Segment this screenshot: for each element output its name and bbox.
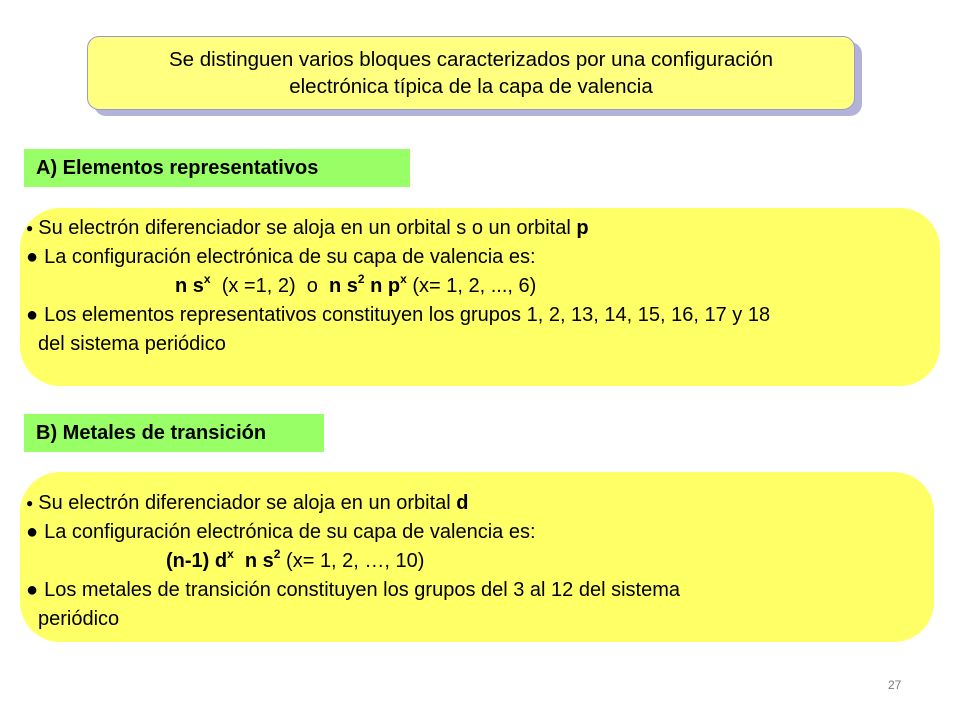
bullet-dot-icon: ● — [26, 521, 39, 543]
section-b-panel — [20, 472, 934, 642]
bullet-dot-icon: ● — [26, 221, 34, 235]
bullet-dot-icon: ● — [26, 496, 34, 510]
section-b-heading: B) Metales de transición — [24, 414, 324, 452]
section-a-bullet-3-continuation: del sistema periódico — [38, 333, 226, 355]
bullet-dot-icon: ● — [26, 304, 39, 326]
bullet-dot-icon: ● — [26, 246, 39, 268]
intro-line-2: electrónica típica de la capa de valencia — [289, 75, 653, 98]
section-a-bullet-3: ● Los elementos representativos constituyen los grupos 1, 2, 13, 14, 15, 16, 17 y 18 — [26, 304, 771, 326]
section-b-formula: (n-1) $d^x$ n $s^2$ (x= 1, 2, …, 10) — [166, 547, 425, 572]
page-number: 27 — [888, 678, 902, 692]
section-a-panel — [20, 208, 940, 386]
bullet-dot-icon: ● — [26, 579, 39, 601]
intro-line-1: Se distinguen varios bloques caracterizados por una configuración — [169, 48, 773, 71]
section-a-heading: A) Elementos representativos — [24, 149, 410, 187]
section-a-bullet-2: ● La configuración electrónica de su capa de valencia es: — [26, 246, 536, 268]
section-b-bullet-3: ● Los metales de transición constituyen los grupos del 3 al 12 del sistema — [26, 579, 681, 601]
intro-box — [87, 36, 855, 110]
section-b-bullet-2: ● La configuración electrónica de su capa de valencia es: — [26, 521, 536, 543]
section-b-bullet-3-continuation: periódico — [38, 608, 120, 630]
section-a-bullet-1: ● Su electrón diferenciador se aloja en un orbital s o un orbital p — [26, 217, 589, 239]
section-b-bullet-1: ● Su electrón diferenciador se aloja en un orbital d — [26, 492, 469, 514]
section-a-formula: n $s^x$ (x =1, 2) o n $s^2$ n $p^x$ (x= 1, 2, ..., 6) — [175, 272, 537, 297]
